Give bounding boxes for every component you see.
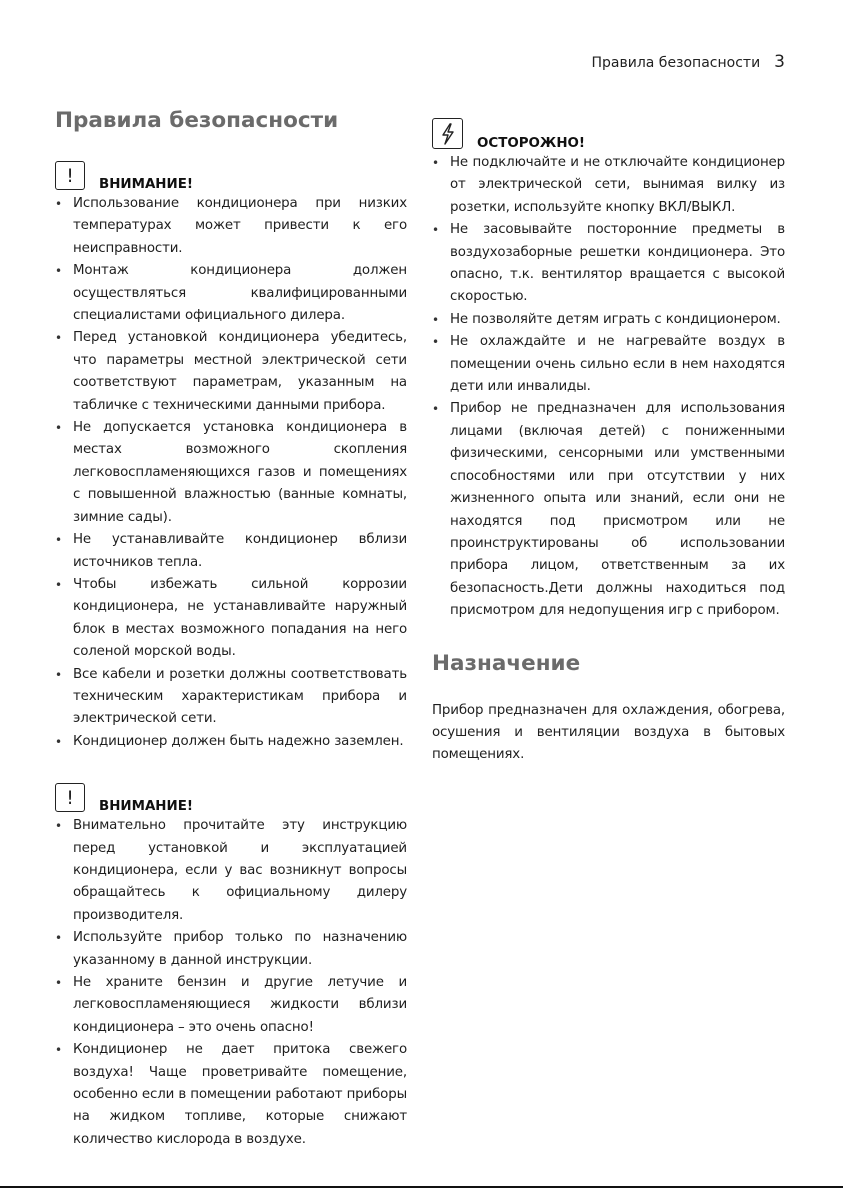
caution-notice-header [432,118,785,149]
exclamation-icon: ! [55,161,85,190]
purpose-paragraph: Прибор предназначен для охлаждения, обогрева, осушения и вентиляции воздуха в бытовых помещениях. [432,702,785,763]
lightning-icon [432,118,463,149]
list-item: • Используйте прибор только по назначению указанному в данной инструкции. [55,927,407,972]
list-item: • Кондиционер должен быть надежно заземлен. [55,731,407,753]
list-item: • Не засовывайте посторонние предметы в воздухозаборные решетки кондиционера. Это опасно, т.к. вентилятор вращается с высокой скоростью. [432,219,785,309]
page-number: 3 [774,52,785,72]
running-header-title: Правила безопасности [591,55,761,71]
list-item: • Внимательно прочитайте эту инструкцию перед установкой и эксплуатацией кондиционера, если у вас возникнут вопросы обращайтесь к официальному дилеру производителя. [55,815,407,927]
right-column [432,108,785,767]
list-item: • Не устанавливайте кондиционер вблизи источников тепла. [55,529,407,574]
warning-list-1 [55,193,407,753]
left-column [55,108,407,1151]
caution-list [432,152,785,623]
list-item: • Чтобы избежать сильной коррозии кондиционера, не устанавливайте наружный блок в местах возможного попадания на него соленой морской воды. [55,574,407,664]
list-item: • Не позволяйте детям играть с кондиционером. [432,309,785,331]
list-item: • Все кабели и розетки должны соответствовать техническим характеристикам прибора и электрической сети. [55,664,407,731]
list-item: • Монтаж кондиционера должен осуществляться квалифицированными специалистами официального дилера. [55,260,407,327]
caution-label: ОСТОРОЖНО! [477,136,586,151]
warning-notice-header [55,783,407,815]
list-item: • Использование кондиционера при низких температурах может привести к его неисправности. [55,193,407,260]
list-item: • Не допускается установка кондиционера в местах возможного скопления легковоспламеняющихся газов и помещениях с повышенной влажностью (ванные комнаты, зимние сады). [55,417,407,529]
lightning-glyph [438,123,458,145]
list-item: • Кондиционер не дает притока свежего воздуха! Чаще проветривайте помещение, особенно если в помещении работают приборы на жидком топливе, которые снижают количество кислорода в воздухе. [55,1039,407,1151]
list-item: • Не подключайте и не отключайте кондиционер от электрической сети, вынимая вилку из розетки, используйте кнопку ВКЛ/ВЫКЛ. [432,152,785,219]
exclamation-icon: ! [55,783,85,812]
warning-label: ВНИМАНИЕ! [99,177,193,192]
list-item: • Не храните бензин и другие летучие и легковоспламеняющиеся жидкости вблизи кондиционера – это очень опасно! [55,972,407,1039]
warning-list-2 [55,815,407,1151]
warning-label: ВНИМАНИЕ! [99,799,193,815]
list-item: • Прибор не предназначен для использования лицами (включая детей) с пониженными физическими, сенсорными или умственными способностями или при отсутствии у них жизненного опыта или знаний, если они не находятся под присмотром или не проинструктированы об использовании прибора лицом, ответственным за их безопасность.Дети должны находиться под присмотром для недопущения игр с прибором. [432,398,785,622]
list-item: • Перед установкой кондиционера убедитесь, что параметры местной электрической сети соответствуют параметрам, указанным на табличке с техническими данными прибора. [55,327,407,417]
warning-notice-header [55,161,407,190]
section-title-purpose: Назначение [432,650,581,676]
section-title-safety: Правила безопасности [55,108,339,133]
page-bottom-rule [0,1186,843,1188]
page-header [591,52,785,72]
list-item: • Не охлаждайте и не нагревайте воздух в помещении очень сильно если в нем находятся дети или инвалиды. [432,331,785,398]
